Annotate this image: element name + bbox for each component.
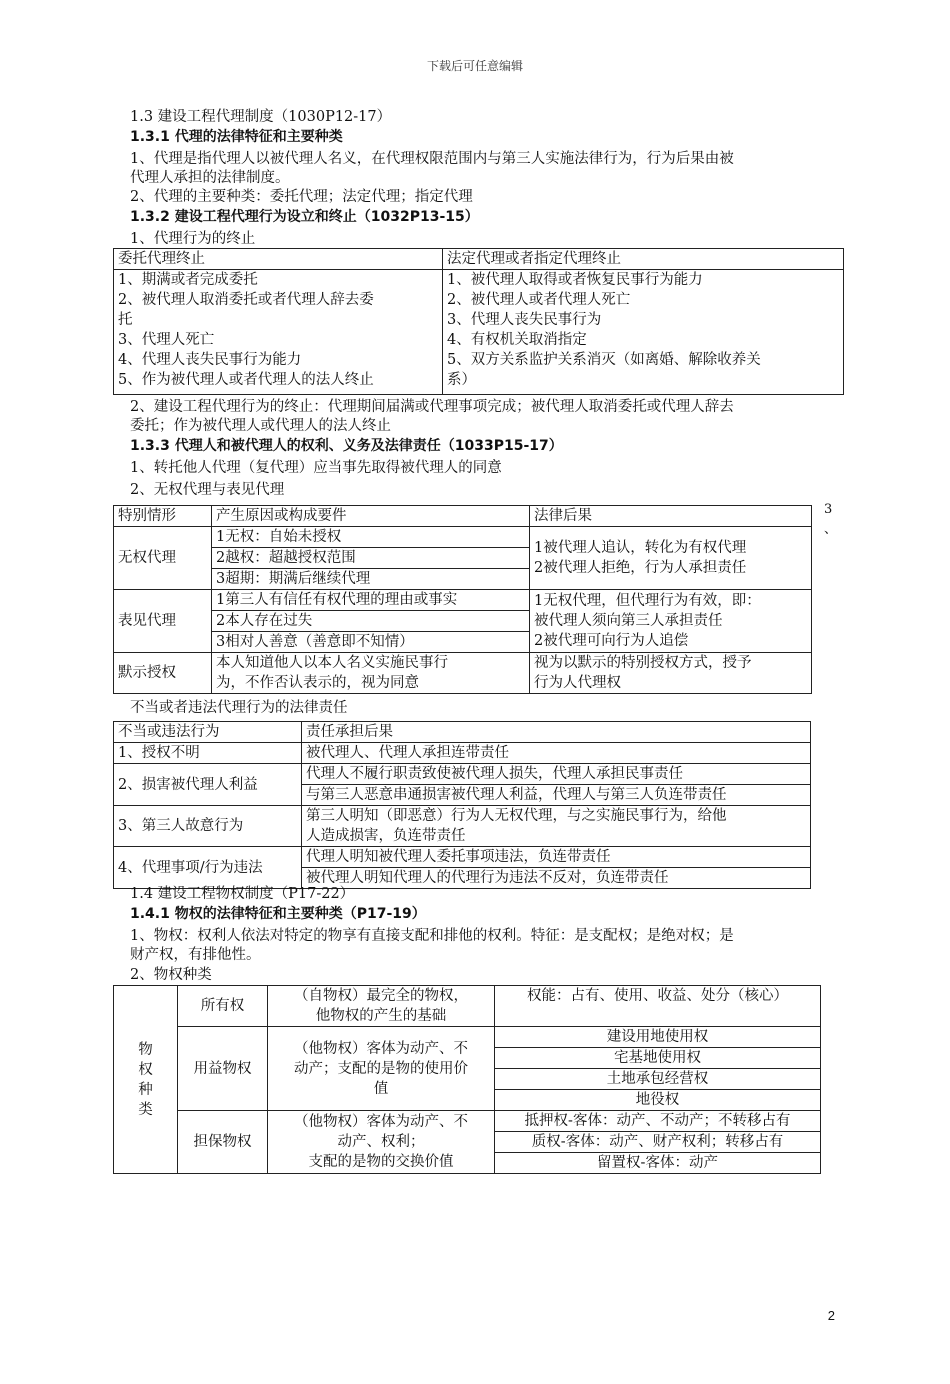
usufruct-item-2: 宅基地使用权 (495, 1048, 821, 1069)
row-name-apparent: 表见代理 (114, 590, 212, 653)
security-item-1: 抵押权-客体：动产、不动产；不转移占有 (495, 1111, 821, 1132)
desc-line: 他物权的产生的基础 (315, 1008, 447, 1024)
list-item: 托 (118, 312, 133, 328)
paragraph-4: 1、转托他人代理（复代理）应当事先取得被代理人的同意 (130, 460, 502, 476)
row-unclear-authorization-value: 被代理人、代理人承担连带责任 (302, 743, 811, 764)
list-item: 5、作为被代理人或者代理人的法人终止 (118, 372, 374, 388)
result-line: 2被代理可向行为人追偿 (534, 633, 689, 649)
list-item: 4、有权机关取消指定 (447, 332, 587, 348)
usufruct-item-3: 土地承包经营权 (495, 1069, 821, 1090)
unauthorized-item-1: 1无权：自始未授权 (212, 527, 530, 548)
paragraph-7: 2、物权种类 (130, 967, 212, 983)
paragraph-1-line-2: 代理人承担的法律制度。 (130, 170, 290, 186)
row-illegal-matter: 4、代理事项/行为违法 (114, 847, 302, 889)
row-damage-principal-value-2: 与第三人恶意串通损害被代理人利益，代理人与第三人负连带责任 (302, 785, 811, 806)
security-item-2: 质权-客体：动产、财产权利；转移占有 (495, 1132, 821, 1153)
header-situation: 特别情形 (114, 506, 212, 527)
value-line: 第三人明知（即恶意）行为人无权代理，与之实施民事行为，给他 (306, 808, 727, 824)
row-third-party-intent: 3、第三人故意行为 (114, 806, 302, 847)
desc-line: 动产；支配的是物的使用价 (294, 1060, 468, 1077)
side-char: 种 (138, 1081, 153, 1098)
page-number: 2 (827, 1308, 835, 1323)
row-name-unauthorized: 无权代理 (114, 527, 212, 590)
security-name: 担保物权 (178, 1111, 268, 1174)
table-1-caption: 1、代理行为的终止 (130, 231, 256, 247)
side-char: 权 (138, 1061, 153, 1078)
header-improper-act: 不当或违法行为 (114, 722, 302, 743)
table-3-caption: 不当或者违法代理行为的法律责任 (130, 700, 348, 716)
paragraph-3-line-1: 2、建设工程代理行为的终止：代理期间届满或代理事项完成；被代理人取消委托或代理人辞去 (130, 399, 734, 415)
desc-line: 支配的是物的交换价值 (308, 1154, 454, 1170)
unauthorized-item-3: 3超期：期满后继续代理 (212, 569, 530, 590)
list-item: 3、代理人丧失民事行为 (447, 312, 602, 328)
usufruct-item-4: 地役权 (495, 1090, 821, 1111)
desc-line: （他物权）客体为动产、不 (294, 1114, 468, 1130)
unauthorized-item-2: 2越权：超越授权范围 (212, 548, 530, 569)
ownership-desc (268, 986, 495, 1027)
apparent-item-3: 3相对人善意（善意即不知情） (212, 632, 530, 653)
header-liability: 责任承担后果 (302, 722, 811, 743)
section-title-1-3-3: 1.3.3 代理人和被代理人的权利、义务及法律责任（1033P15-17） (130, 438, 563, 454)
usufruct-desc (268, 1027, 495, 1111)
security-item-3: 留置权-客体：动产 (495, 1153, 821, 1174)
list-item: 4、代理人丧失民事行为能力 (118, 352, 302, 368)
list-item: 5、双方关系监护关系消灭（如离婚、解除收养关 (447, 352, 761, 368)
termination-entrusted-list (114, 270, 443, 395)
desc-line: （他物权）客体为动产、不 (294, 1040, 468, 1057)
section-title-1-4: 1.4 建设工程物权制度（P17-22） (130, 886, 355, 902)
result-line: 行为人代理权 (534, 675, 621, 691)
usufruct-name: 用益物权 (178, 1027, 268, 1111)
apparent-result (530, 590, 812, 653)
termination-table (113, 248, 844, 395)
termination-header-entrusted: 委托代理终止 (114, 249, 443, 270)
ownership-name: 所有权 (178, 986, 268, 1027)
row-illegal-matter-value-2: 被代理人明知代理人的代理行为违法不反对，负连带责任 (302, 868, 811, 889)
agency-situations-table (113, 505, 812, 694)
desc-line: 值 (373, 1080, 389, 1097)
property-rights-table (113, 985, 821, 1174)
termination-header-statutory: 法定代理或者指定代理终止 (443, 249, 844, 270)
side-mark-comma: 、 (824, 522, 838, 537)
row-illegal-matter-value-1: 代理人明知被代理人委托事项违法，负连带责任 (302, 847, 811, 868)
list-item: 2、被代理人或者代理人死亡 (447, 292, 631, 308)
item-line: 为，不作否认表示的，视为同意 (216, 675, 419, 691)
row-damage-principal: 2、损害被代理人利益 (114, 764, 302, 806)
unauthorized-result (530, 527, 812, 590)
header-elements: 产生原因或构成要件 (212, 506, 530, 527)
desc-line: 动产、权利； (337, 1134, 425, 1150)
list-item: 1、期满或者完成委托 (118, 272, 258, 288)
paragraph-6-line-2: 财产权，有排他性。 (130, 947, 261, 963)
usufruct-item-1: 建设用地使用权 (495, 1027, 821, 1048)
item-line: 本人知道他人以本人名义实施民事行 (216, 655, 448, 671)
result-line: 1无权代理，但代理行为有效，即： (534, 593, 761, 609)
paragraph-5: 2、无权代理与表见代理 (130, 482, 285, 498)
side-char: 类 (138, 1101, 153, 1118)
value-line: 人造成损害，负连带责任 (306, 828, 466, 844)
result-line: 1被代理人追认，转化为有权代理 (534, 540, 747, 556)
list-item: 1、被代理人取得或者恢复民事行为能力 (447, 272, 703, 288)
header-consequence: 法律后果 (530, 506, 812, 527)
termination-statutory-list (443, 270, 844, 395)
list-item: 2、被代理人取消委托或者代理人辞去委 (118, 292, 374, 308)
apparent-item-1: 1第三人有信任有权代理的理由或事实 (212, 590, 530, 611)
result-line: 2被代理人拒绝，行为人承担责任 (534, 560, 747, 576)
implied-result (530, 653, 812, 694)
desc-line: （自物权）最完全的物权， (294, 988, 468, 1004)
apparent-item-2: 2本人存在过失 (212, 611, 530, 632)
section-title-1-3: 1.3 建设工程代理制度（1030P12-17） (130, 109, 392, 125)
security-desc (268, 1111, 495, 1174)
paragraph-3-line-2: 委托；作为被代理人或代理人的法人终止 (130, 418, 391, 434)
list-item: 3、代理人死亡 (118, 332, 215, 348)
implied-items (212, 653, 530, 694)
paragraph-6-line-1: 1、物权：权利人依法对特定的物享有直接支配和排他的权利。特征：是支配权；是绝对权；是 (130, 928, 734, 944)
paragraph-1-line-1: 1、代理是指代理人以被代理人名义，在代理权限范围内与第三人实施法律行为，行为后果由被 (130, 151, 734, 167)
result-line: 视为以默示的特别授权方式，授予 (534, 655, 752, 671)
page-header: 下载后可任意编辑 (426, 59, 523, 73)
side-char: 物 (138, 1041, 153, 1058)
row-unclear-authorization: 1、授权不明 (114, 743, 302, 764)
property-types-side-label (114, 986, 178, 1174)
result-line: 被代理人须向第三人承担责任 (534, 613, 723, 629)
side-mark-3: 3 (824, 502, 833, 517)
row-damage-principal-value-1: 代理人不履行职责致使被代理人损失，代理人承担民事责任 (302, 764, 811, 785)
paragraph-2: 2、代理的主要种类：委托代理；法定代理；指定代理 (130, 189, 473, 205)
section-title-1-4-1: 1.4.1 物权的法律特征和主要种类（P17-19） (130, 906, 426, 922)
section-title-1-3-1: 1.3.1 代理的法律特征和主要种类 (130, 129, 343, 145)
list-item: 系） (447, 372, 476, 388)
improper-agency-table (113, 721, 811, 889)
row-name-implied: 默示授权 (114, 653, 212, 694)
ownership-powers: 权能：占有、使用、收益、处分（核心） (495, 986, 821, 1027)
row-third-party-intent-value (302, 806, 811, 847)
section-title-1-3-2: 1.3.2 建设工程代理行为设立和终止（1032P13-15） (130, 209, 479, 225)
